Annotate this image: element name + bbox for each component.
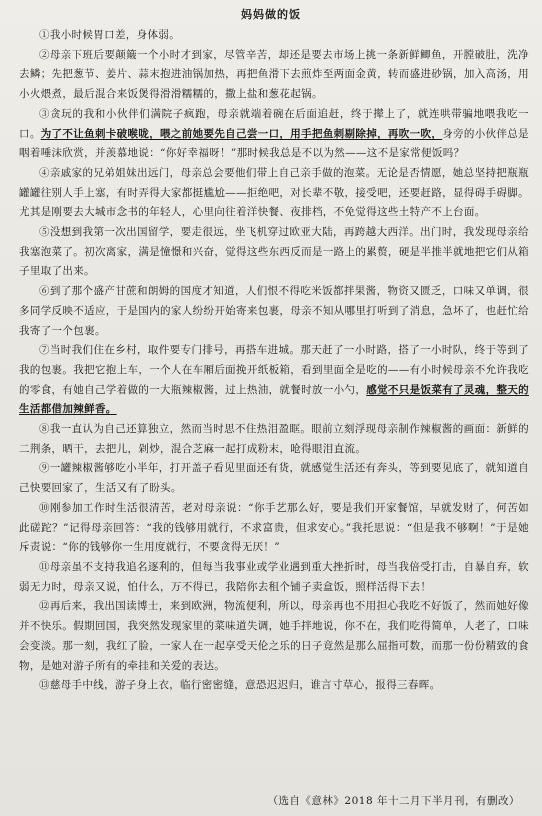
paragraph-11 — [19, 558, 529, 597]
paragraph-4 — [19, 164, 529, 223]
paragraph-number: ③ — [39, 107, 51, 120]
paragraph-text: 当时我们住在乡村，取件要专门排号，再搭车进城。那天赶了一小时路，搭了一小时队，终于等到了我的包裹。我把它抱上车，一个人在车厢后面挽开纸板箱，看到里面全是吃的——有小时候母亲不允许我吃的零食，有她自己学着做的一大瓶辣椒酱，过上热油，就餐时放一小勺， — [19, 344, 529, 396]
paragraph-number: ⑦ — [39, 344, 50, 357]
paragraph-10 — [19, 499, 529, 558]
paragraph-12 — [19, 597, 529, 676]
underlined-sentence: 感觉不只是饭菜有了灵魂，整天的生活都借加辣鲜香。 — [19, 383, 529, 416]
paragraph-number: ⑧ — [39, 423, 50, 436]
paragraph-text: 慈母手中线，游子身上衣，临行密密缝，意恐迟迟归，谁言寸草心，报得三春晖。 — [49, 679, 441, 692]
paragraph-number: ⑫ — [39, 600, 50, 613]
paragraph-number: ② — [39, 48, 50, 61]
paragraph-1 — [19, 26, 529, 46]
paragraph-13 — [19, 676, 529, 696]
paragraph-9 — [19, 459, 529, 498]
paragraph-number: ⑤ — [39, 226, 50, 239]
paragraph-text: 我小时候胃口差，身体弱。 — [49, 29, 181, 41]
paragraph-7 — [19, 341, 529, 420]
paragraph-5 — [19, 223, 529, 282]
paragraph-number: ④ — [39, 166, 50, 179]
paragraph-8 — [19, 420, 529, 459]
article-body — [19, 26, 529, 696]
paragraph-text: 我一直认为自己还算独立，然而当时思不住热泪盈眶。眼前立刻浮现母亲制作辣椒酱的画面：新鲜的二荆条，晒干，去把儿，剁炒，混合芝麻一起打成粉末，呛得眼泪直流。 — [19, 423, 529, 455]
paragraph-text: 亲戚家的兄弟姐妹出远门，母亲总会要他们带上自己亲手做的泡菜。无论是否情愿，她总坚持把瓶瓶罐罐往别人手上塞，有时弄得大家都挺尴尬——拒绝吧，对长辈不敬，接受吧，还要赶路，显得碍手碍脚。尤其是刚要去大城市念书的年轻人，心里向往着洋快餐、夜排档，不免觉得这些土特产不上台面。 — [19, 166, 529, 219]
paragraph-text: 母亲下班后要颠簸一个小时才到家，尽管辛苦，却还是要去市场上挑一条新鲜鲫鱼，开膛破肚，洗净去鳞；先把葱节、姜片、蒜末抱进油锅加热，再把鱼滑下去煎炸至两面金黄，转而盛进砂锅，加入高汤，用小火煨煮，最后混合来饭煲得滑滑糯糯的，撒上盐和葱花起锅。 — [19, 48, 529, 101]
paragraph-text: 到了那个盛产甘蔗和朗姆的国度才知道，人们恨不得吃米饭都拌果酱，物资又匮乏，口味又单调，很多同学反映不适应，于是国内的家人纷纷开始寄来包裹，母亲不知从哪里打听到了消息，急坏了，也赶忙给我寄了一个包裹。 — [19, 285, 529, 337]
paragraph-text: 再后来，我出国读博士，来到欧洲，物流便利，所以，母亲再也不用担心我吃不好饭了，然而她好像并不快乐。假期回国，我突然发现家里的菜味道失调，她手拌地说，你不在，我们吃得简单，人老了，口味会变淡。那一刻，我红了脸，一家人在一起享受天伦之乐的日子竟然是那么屈指可数，而那一份份精致的食物，是她对游子所有的牵挂和关爱的表达。 — [19, 600, 529, 672]
source-citation: （选自《意林》2018 年十二月下半月刊，有删改） — [267, 795, 520, 807]
paragraph-number: ⑥ — [39, 285, 50, 298]
article-title: 妈妈做的饭 — [241, 8, 301, 21]
paragraph-number: ⑨ — [39, 462, 50, 475]
paragraph-3 — [19, 105, 529, 164]
paragraph-number: ① — [39, 29, 50, 41]
paragraph-2 — [19, 46, 529, 105]
paragraph-text: 一罐辣椒酱够吃小半年，打开盖子看见里面还有货，就感觉生活还有奔头，等到要见底了，就知道自己快要回家了，生活又有了盼头。 — [19, 462, 529, 495]
paragraph-6 — [19, 282, 529, 341]
paragraph-text: 身旁的小伙伴总是咽着唾沫欣赏，并羡慕地说：“你好幸福呀！”那时候我总是不以为然——这不是家常便饭吗？ — [19, 127, 529, 160]
paragraph-text: 刚参加工作时生活很清苦，老对母亲说：“你手艺那么好，要是我们开家餐馆，早就发财了，何苦如此磋跎？”记得母亲回答：“我的钱够用就行，不求富贵，但求安心。”我托思说：“但是我不够啊！”于是她斥责说：“你的钱够你一生用度就行，不要贪得无厌！” — [19, 501, 529, 554]
paragraph-number: ⑬ — [39, 679, 50, 692]
underlined-sentence: 为了不让鱼刺卡破喉咙，喂之前她要先自己尝一口，用手把鱼刺剔除掉，再吹一吹， — [40, 127, 443, 140]
paragraph-text: 母亲虽不支持我追名逐利的，但每当我事业或学业遇到重大挫折时，母当我倍受打击，自暴自弃，软弱无力时，母亲又说，怕什么，万不得已，我陪你去租个铺子卖盒饭，照样活得下去！ — [19, 560, 529, 593]
paragraph-number: ⑪ — [39, 560, 50, 573]
paragraph-text: 没想到我第一次出国留学，要走很远，坐飞机穿过欧亚大陆，再跨越大西洋。出门时，我发现母亲给我塞泡菜了。初次离家，满是憧憬和兴奋，觉得这些东西反而是一路上的累赘，硬是半推半就地把它们从箱子里取了出来。 — [19, 226, 529, 278]
paragraph-text: 贪玩的我和小伙伴们满院子疯跑，母亲就端着碗在后面追赶，终于撵上了，就连哄带骗地喂我吃一口。 — [19, 107, 529, 140]
paragraph-number: ⑩ — [39, 501, 51, 514]
